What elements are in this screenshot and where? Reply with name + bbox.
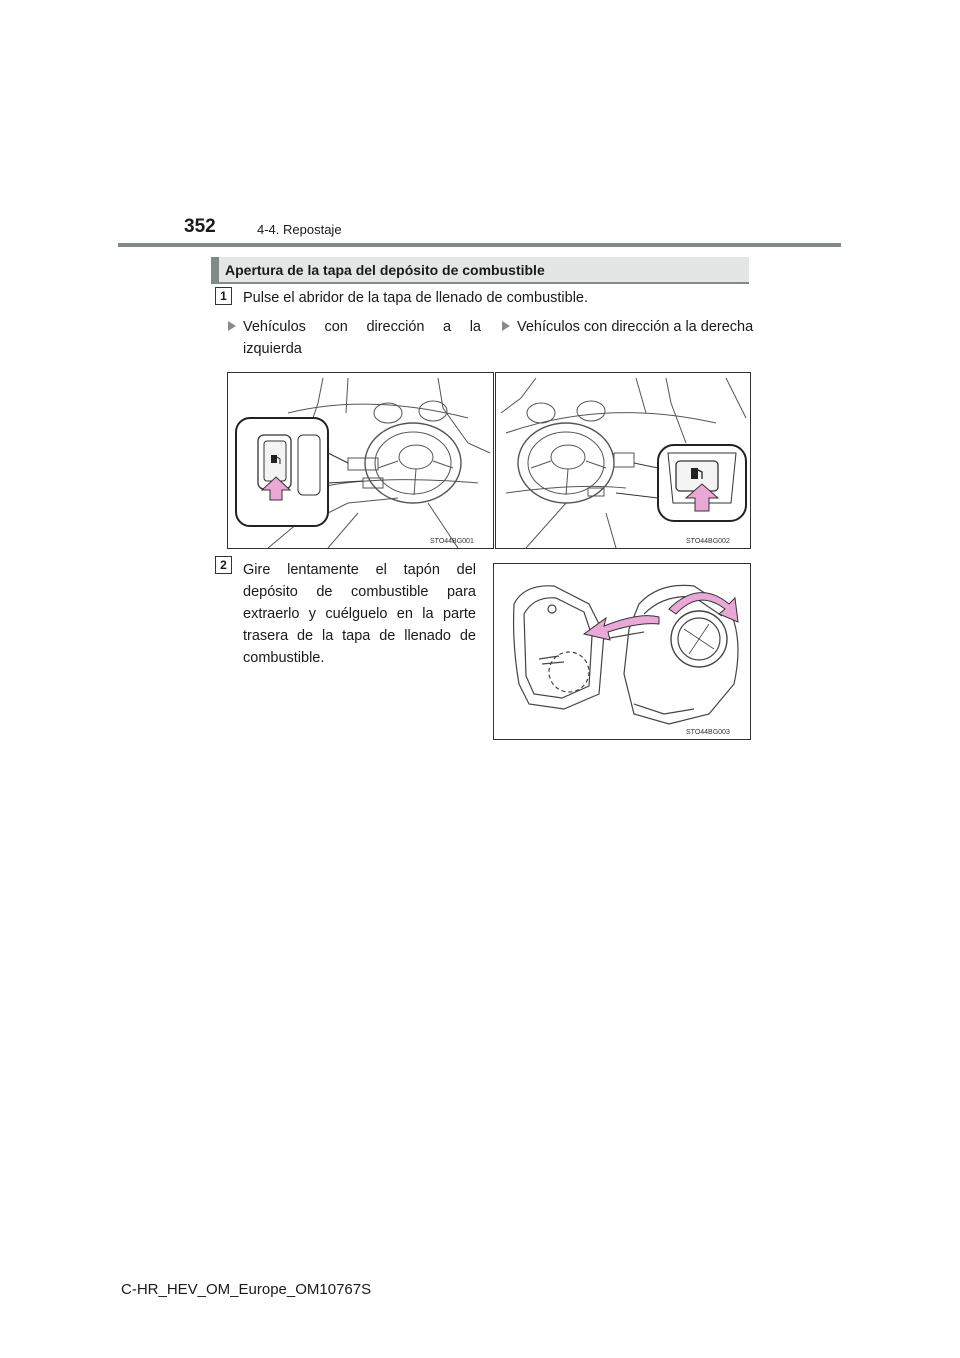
heading-accent xyxy=(211,257,219,284)
figure-left-hand-drive xyxy=(227,372,494,549)
dashboard-illustration-rhd xyxy=(496,373,750,548)
bullet-left-text: Vehículos con dirección a la izquierda xyxy=(243,319,481,357)
figure-right-hand-drive xyxy=(495,372,751,549)
step-2-text: Gire lentamente el tapón del depósito de combustible para extraerlo y cuélguelo en la parte trasera de la tapa de llenado de combustible. xyxy=(243,562,476,666)
figure-code: STO44BG003 xyxy=(686,729,730,736)
bullet-left-hand-drive xyxy=(243,316,481,360)
page-number: 352 xyxy=(184,216,216,237)
fuel-cap-illustration xyxy=(494,564,750,739)
step-2-number: 2 xyxy=(215,556,232,574)
figure-code: STO44BG001 xyxy=(430,538,474,545)
bullet-right-hand-drive xyxy=(517,316,755,338)
triangle-bullet-icon xyxy=(228,321,236,331)
section-heading: Apertura de la tapa del depósito de combustible xyxy=(225,262,545,278)
figure-fuel-cap-removal xyxy=(493,563,751,740)
hanging-cap-position xyxy=(549,652,589,692)
section-label: 4-4. Repostaje xyxy=(257,222,342,237)
figure-code: STO44BG002 xyxy=(686,538,730,545)
step-1-text: Pulse el abridor de la tapa de llenado de combustible. xyxy=(243,290,589,306)
triangle-bullet-icon xyxy=(502,321,510,331)
step-1-number: 1 xyxy=(215,287,232,305)
document-id: C-HR_HEV_OM_Europe_OM10767S xyxy=(121,1281,372,1298)
bullet-right-text: Vehículos con dirección a la derecha xyxy=(517,319,754,335)
dashboard-illustration-lhd xyxy=(228,373,493,548)
header-rule xyxy=(118,243,841,247)
